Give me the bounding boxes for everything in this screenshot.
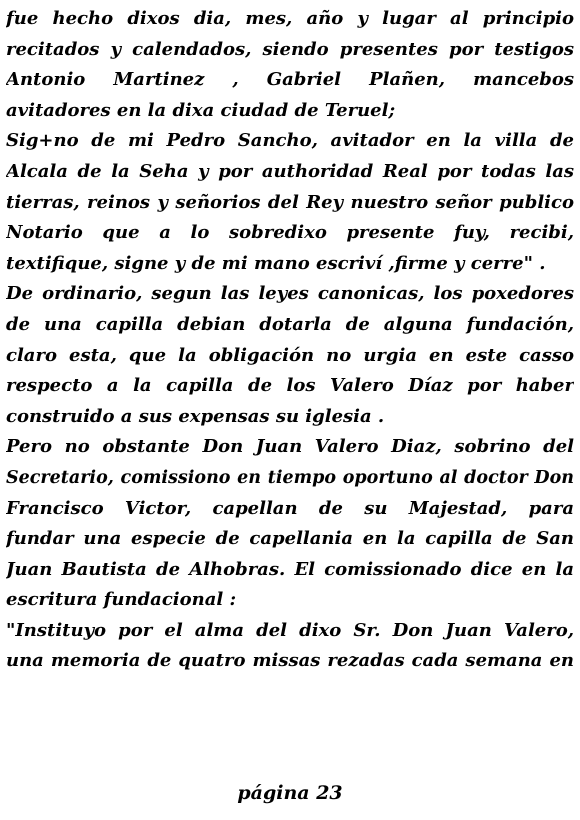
text-line: Sig+no de mi Pedro Sancho, avitador en la villa de: [6, 130, 574, 152]
text-line: Notario que a lo sobredixo presente fuy, recibi,: [6, 222, 574, 244]
text-line: fundar una especie de capellania en la capilla de San: [6, 528, 574, 550]
body-text: [6, 4, 574, 677]
text-line: Antonio Martinez , Gabriel Plañen, mancebos: [6, 69, 574, 91]
text-line: respecto a la capilla de los Valero Díaz por haber: [6, 375, 574, 397]
text-line: Francisco Victor, capellan de su Majestad, para: [6, 497, 574, 519]
text-line: recitados y calendados, siendo presentes por testigos: [6, 38, 574, 60]
text-line: Pero no obstante Don Juan Valero Diaz, sobrino del: [6, 436, 574, 458]
text-line: construido a sus expensas su iglesia .: [6, 405, 385, 427]
text-line: una memoria de quatro missas rezadas cada semana en: [6, 650, 574, 672]
text-line: Alcala de la Seha y por authoridad Real por todas las: [6, 160, 574, 182]
text-line: "Instituyo por el alma del dixo Sr. Don Juan Valero,: [6, 619, 574, 641]
text-line: tierras, reinos y señorios del Rey nuestro señor publico: [6, 191, 574, 213]
text-line: Secretario, comissiono en tiempo oportuno al doctor Don: [6, 467, 574, 488]
text-line: textifique, signe y de mi mano escriví ,firme y cerre" .: [6, 252, 546, 274]
page-number: página 23: [237, 782, 343, 804]
text-line: de una capilla debian dotarla de alguna fundación,: [6, 313, 574, 335]
text-line: De ordinario, segun las leyes canonicas, los poxedores: [6, 283, 574, 305]
text-line: avitadores en la dixa ciudad de Teruel;: [6, 99, 396, 121]
text-line: Juan Bautista de Alhobras. El comissionado dice en la: [6, 558, 574, 580]
text-line: escritura fundacional :: [6, 589, 237, 611]
text-line: claro esta, que la obligación no urgia en este casso: [6, 344, 574, 366]
text-line: fue hecho dixos dia, mes, año y lugar al principio: [6, 8, 574, 29]
